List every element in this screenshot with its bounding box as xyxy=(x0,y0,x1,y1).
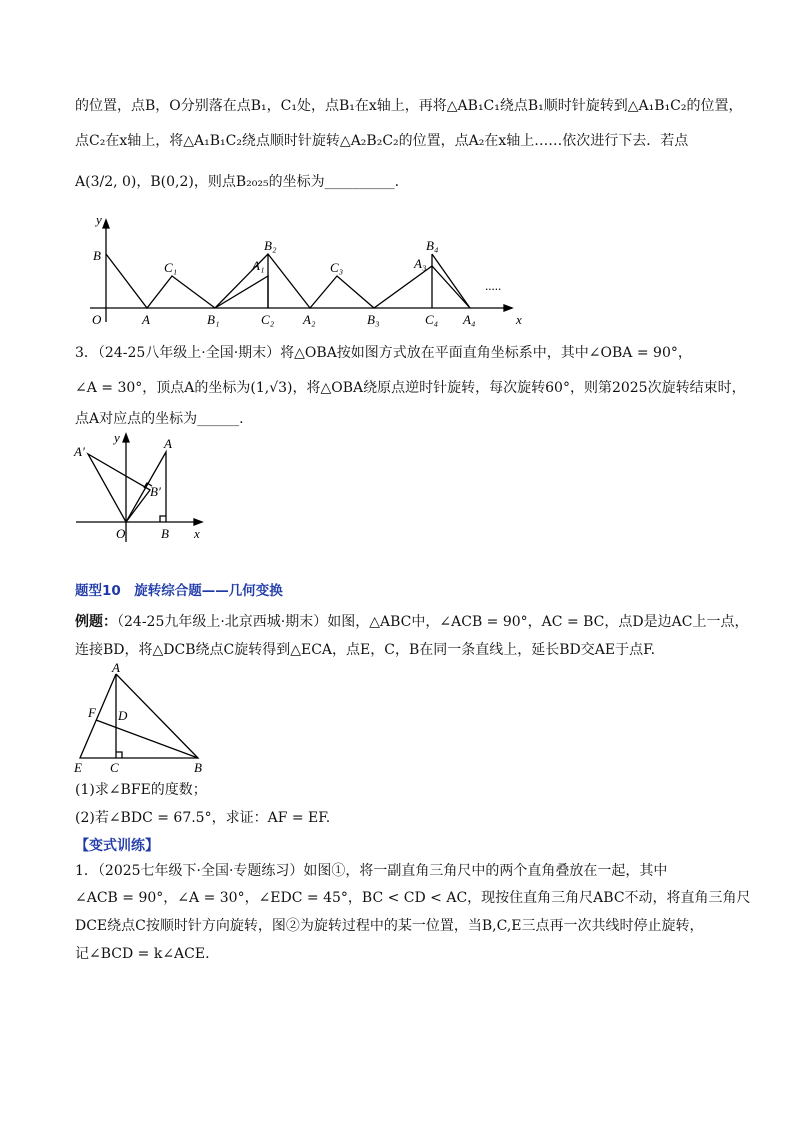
fig1-label-B: B xyxy=(93,248,101,263)
fig1-label-C3: C₃ xyxy=(330,260,344,275)
variant-title: 【变式训练】 xyxy=(75,838,159,854)
fig3-label-F: F xyxy=(88,705,96,720)
fig1-label-C1: C₁ xyxy=(164,260,178,275)
fig2-label-B: B xyxy=(161,526,169,541)
fig1-label-A2: A₂ xyxy=(303,312,316,327)
fig1-origin: O xyxy=(92,312,102,327)
figure-rotating-triangles xyxy=(80,212,540,330)
fig1-label-C4: C₄ xyxy=(425,312,439,327)
fig1-label-A: A xyxy=(142,312,150,327)
fig1-label-B3: B₃ xyxy=(367,312,380,327)
variant-line-2: ∠ACB = 90°，∠A = 30°，∠EDC = 45°，BC < CD < AC，现按住直角三角尺ABC不动，将直角三角尺 xyxy=(75,890,751,906)
example-label: 例题： xyxy=(75,614,117,630)
fig1-label-A3: A₃ xyxy=(414,256,427,271)
problem-3-line-2: ∠A = 30°，顶点A的坐标为(1,√3)，将△OBA绕原点逆时针旋转，每次旋转60°，则第2025次旋转结束时， xyxy=(75,380,746,396)
fig1-dots: ..... xyxy=(485,278,502,293)
fig3-label-C: C xyxy=(110,760,119,774)
prev-problem-line-1: 的位置，点B，O分别落在点B₁，C₁处，点B₁在x轴上，再将△AB₁C₁绕点B₁顺时针旋转到△A₁B₁C₂的位置， xyxy=(75,98,743,114)
figure-triangle-abc xyxy=(70,660,210,774)
variant-line-1: 1．（2025七年级下·全国·专题练习）如图①，将一副直角三角尺中的两个直角叠放在一起，其中 xyxy=(75,863,668,879)
fig2-origin: O xyxy=(116,526,126,541)
problem-3-line-1: 3．（24-25八年级上·全国·期末）将△OBA按如图方式放在平面直角坐标系中，其中∠OBA = 90°， xyxy=(75,345,692,361)
example-text-1: （24-25九年级上·北京西城·期末）如图，△ABC中，∠ACB = 90°，AC = BC，点D是边AC上一点， xyxy=(117,614,749,630)
fig1-label-A1: A₁ xyxy=(252,258,265,273)
fig1-axis-x: x xyxy=(516,312,522,327)
fig2-axis-y: y xyxy=(114,430,120,445)
question-1: (1)求∠BFE的度数； xyxy=(75,782,207,798)
fig3-label-D: D xyxy=(118,708,128,723)
question-2: (2)若∠BDC = 67.5°，求证：AF = EF. xyxy=(75,810,331,826)
fig3-label-A: A xyxy=(112,660,120,675)
prev-problem-line-3: A(3/2, 0)，B(0,2)，则点B₂₀₂₅的坐标为__________. xyxy=(75,174,400,190)
figure-triangle-oba xyxy=(68,430,218,546)
fig1-label-A4: A₄ xyxy=(463,312,476,327)
problem-3-line-3: 点A对应点的坐标为______. xyxy=(75,411,244,427)
example-line-1 xyxy=(75,612,748,632)
fig2-label-B-prime: B′ xyxy=(150,484,161,499)
fig1-label-B2: B₂ xyxy=(264,238,277,253)
fig2-label-A-prime: A′ xyxy=(74,444,85,459)
fig3-label-E: E xyxy=(74,760,82,774)
prev-problem-line-2: 点C₂在x轴上，将△A₁B₁C₂绕点顺时针旋转△A₂B₂C₂的位置，点A₂在x轴上……依次进行下去．若点 xyxy=(75,133,689,149)
example-line-2: 连接BD，将△DCB绕点C旋转得到△ECA，点E，C，B在同一条直线上，延长BD交AE于点F. xyxy=(75,642,656,658)
fig3-label-B: B xyxy=(194,760,202,774)
fig1-label-B1: B₁ xyxy=(207,312,220,327)
fig1-label-C2: C₂ xyxy=(261,312,275,327)
variant-line-4: 记∠BCD = k∠ACE. xyxy=(75,946,210,962)
fig1-label-B4: B₄ xyxy=(426,238,439,253)
section-title: 题型10 旋转综合题——几何变换 xyxy=(75,583,283,599)
fig1-axis-y: y xyxy=(96,212,102,227)
fig2-axis-x: x xyxy=(194,526,200,541)
variant-line-3: DCE绕点C按顺时针方向旋转，图②为旋转过程中的某一位置，当B,C,E三点再一次共线时停止旋转， xyxy=(75,918,704,934)
fig2-label-A: A xyxy=(164,436,172,451)
